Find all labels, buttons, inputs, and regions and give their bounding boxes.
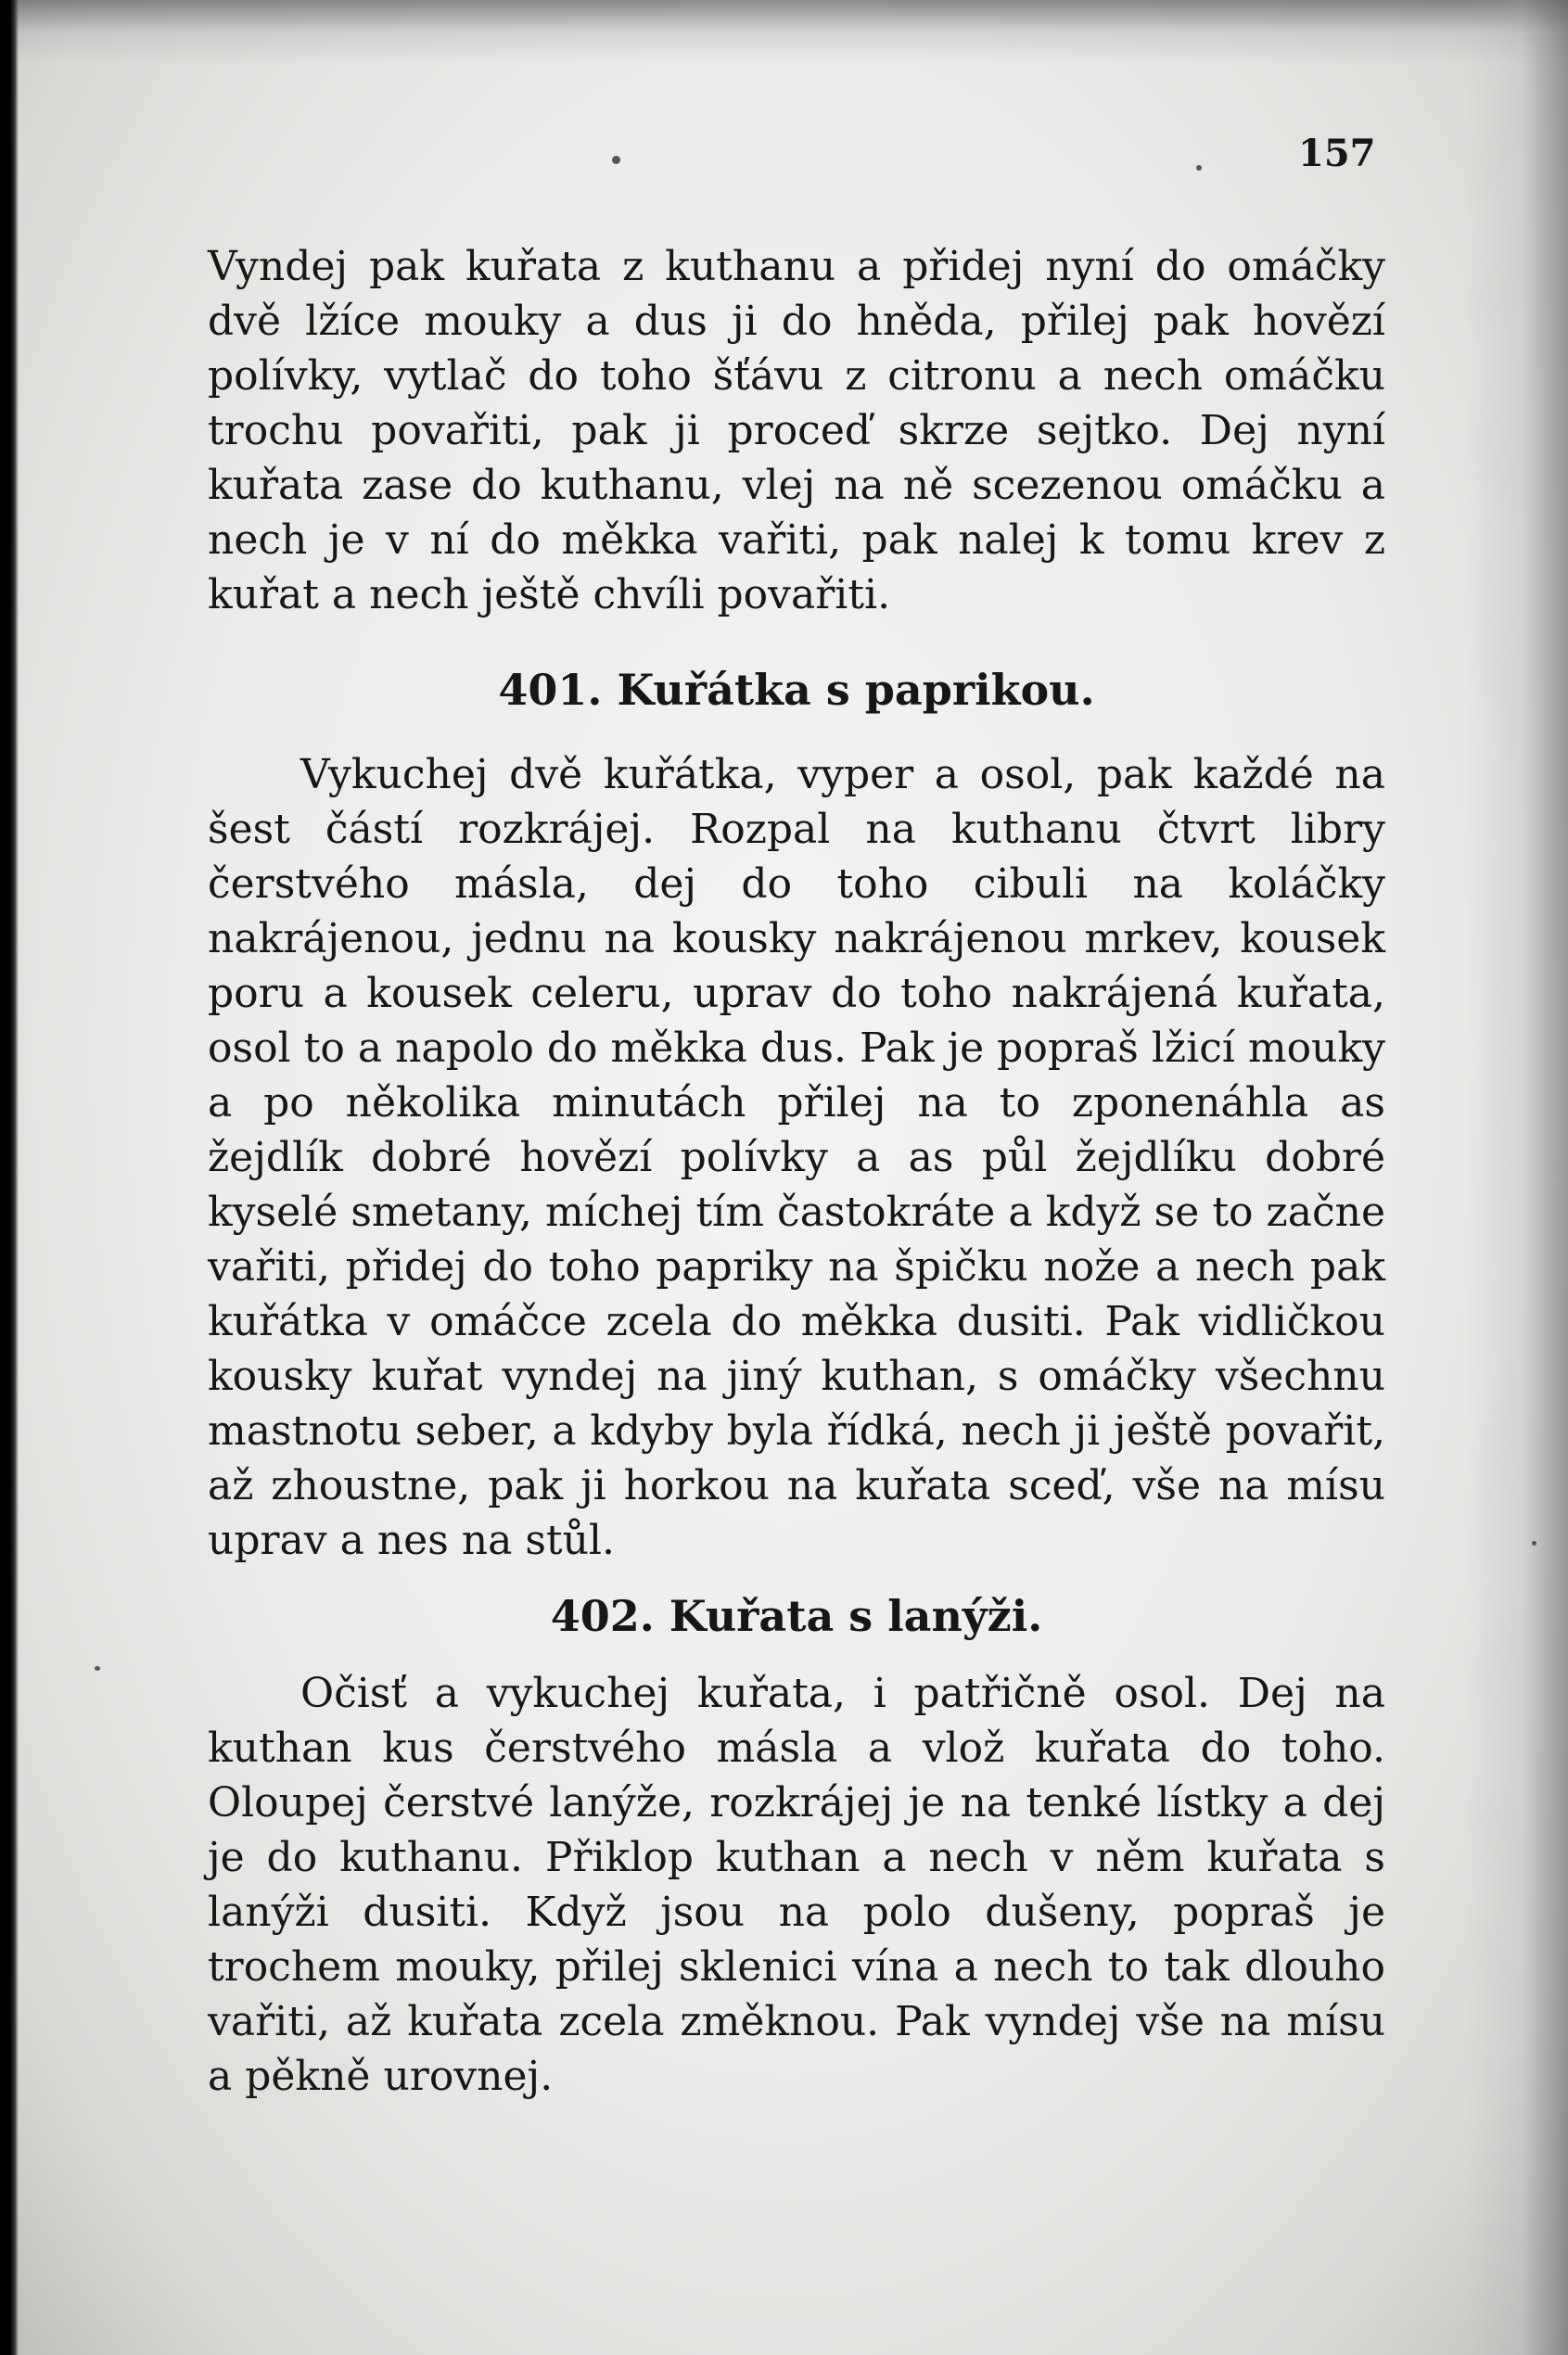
paper-speck xyxy=(1532,1541,1536,1546)
page-top-shadow xyxy=(0,0,1568,65)
paper-speck xyxy=(1196,165,1202,171)
recipe-text-401: Vykuchej dvě kuřátka, vyper a osol, pak každé na šest částí rozkrájej. Rozpal na kuthanu čtvrt libry čerstvého másla, dej do toho cibuli na koláčky nakrájenou, jednu na kousky nakrájenou mrkev, kousek poru a kousek celeru, uprav do toho nakrájená kuřata, osol to a napolo do měkka dus. Pak je popraš lžicí mouky a po několika minutách přilej na to zponenáhla as žejdlík dobré hovězí polívky a as půl žejdlíku dobré kyselé smetany, míchej tím častokráte a když se to začne vařiti, přidej do toho papriky na špičku nože a nech pak kuřátka v omáčce zcela do měkka dusiti. Pak vidličkou kousky kuřat vyndej na jiný kuthan, s omáčky všechnu mastnotu seber, a kdyby byla řídká, nech ji ještě povařit, až zhoustne, pak ji horkou na kuřata sceď, vše na mísu uprav a nes na stůl. xyxy=(208,751,1385,1564)
recipe-text-402: Očisť a vykuchej kuřata, i patřičně osol. Dej na kuthan kus čerstvého másla a vlož kuřata do toho. Oloupej čerstvé lanýže, rozkrájej je na tenké lístky a dej je do kuthanu. Přiklop kuthan a nech v něm kuřata s lanýži dusiti. Když jsou na polo dušeny, popraš je trochem mouky, přilej sklenici vína a nech to tak dlouho vařiti, až kuřata zcela změknou. Pak vyndej vše na mísu a pěkně urovnej. xyxy=(208,1670,1385,2100)
page-number: 157 xyxy=(1298,132,1376,175)
intro-paragraph: Vyndej pak kuřata z kuthanu a přidej nyní do omáčky dvě lžíce mouky a dus ji do hněda, přilej pak hovězí polívky, vytlač do toho šťávu z citronu a nech omáčku trochu povařiti, pak ji proceď skrze sejtko. Dej nyní kuřata zase do kuthanu, vlej na ně scezenou omáčku a nech je v ní do měkka vařiti, pak nalej k tomu krev z kuřat a nech ještě chvíli povařiti. xyxy=(208,243,1385,618)
paper-speck xyxy=(612,156,620,164)
paper-speck xyxy=(95,1666,100,1671)
page-binding-edge xyxy=(0,0,19,2355)
recipe-heading-402: 402. Kuřata s lanýži. xyxy=(550,1591,1043,1641)
page-right-shadow xyxy=(1466,0,1568,2355)
recipe-heading-401: 401. Kuřátka s paprikou. xyxy=(498,665,1095,715)
